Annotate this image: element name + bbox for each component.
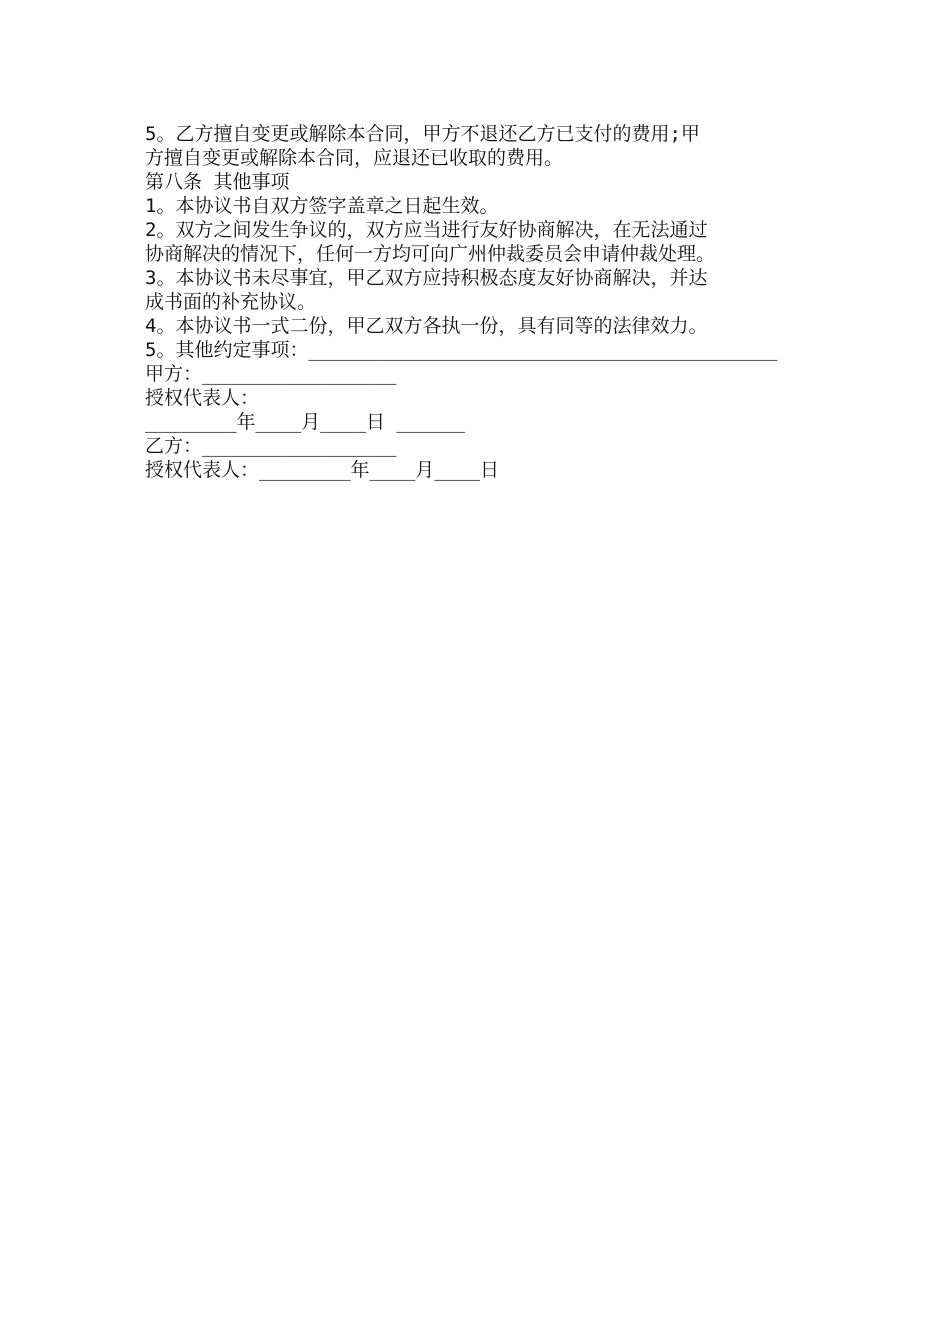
clause-7-5-line-2: 方擅自变更或解除本合同，应退还已收取的费用。 [145,147,564,169]
clause-8-3-line-2: 成书面的补充协议。 [145,291,317,313]
party-a-representative: 授权代表人： [145,387,260,409]
party-a-date-field: ________年____月____日 ______ [145,411,466,433]
clause-7-5-line-1: 5。乙方擅自变更或解除本合同，甲方不退还乙方已支付的费用;甲 [145,123,700,145]
clause-8-2-line-2: 协商解决的情况下，任何一方均可向广州仲裁委员会申请仲裁处理。 [145,243,716,265]
party-a-field: 甲方：_________________ [145,363,397,385]
party-b-field: 乙方：_________________ [145,435,397,457]
clause-8-3-line-1: 3。本协议书未尽事宜，甲乙双方应持积极态度友好协商解决，并达 [145,267,708,289]
article-8-heading: 第八条 其他事项 [145,171,290,193]
clause-8-5-other-matters: 5。其他约定事项：_________________________________________ [145,339,778,361]
clause-8-2-line-1: 2。双方之间发生争议的，双方应当进行友好协商解决，在无法通过 [145,219,708,241]
clause-8-4: 4。本协议书一式二份，甲乙双方各执一份，具有同等的法律效力。 [145,315,708,337]
clause-8-1: 1。本协议书自双方签字盖章之日起生效。 [145,195,499,217]
party-b-representative-date: 授权代表人：________年____月____日 [145,459,500,481]
document-page [145,122,810,482]
